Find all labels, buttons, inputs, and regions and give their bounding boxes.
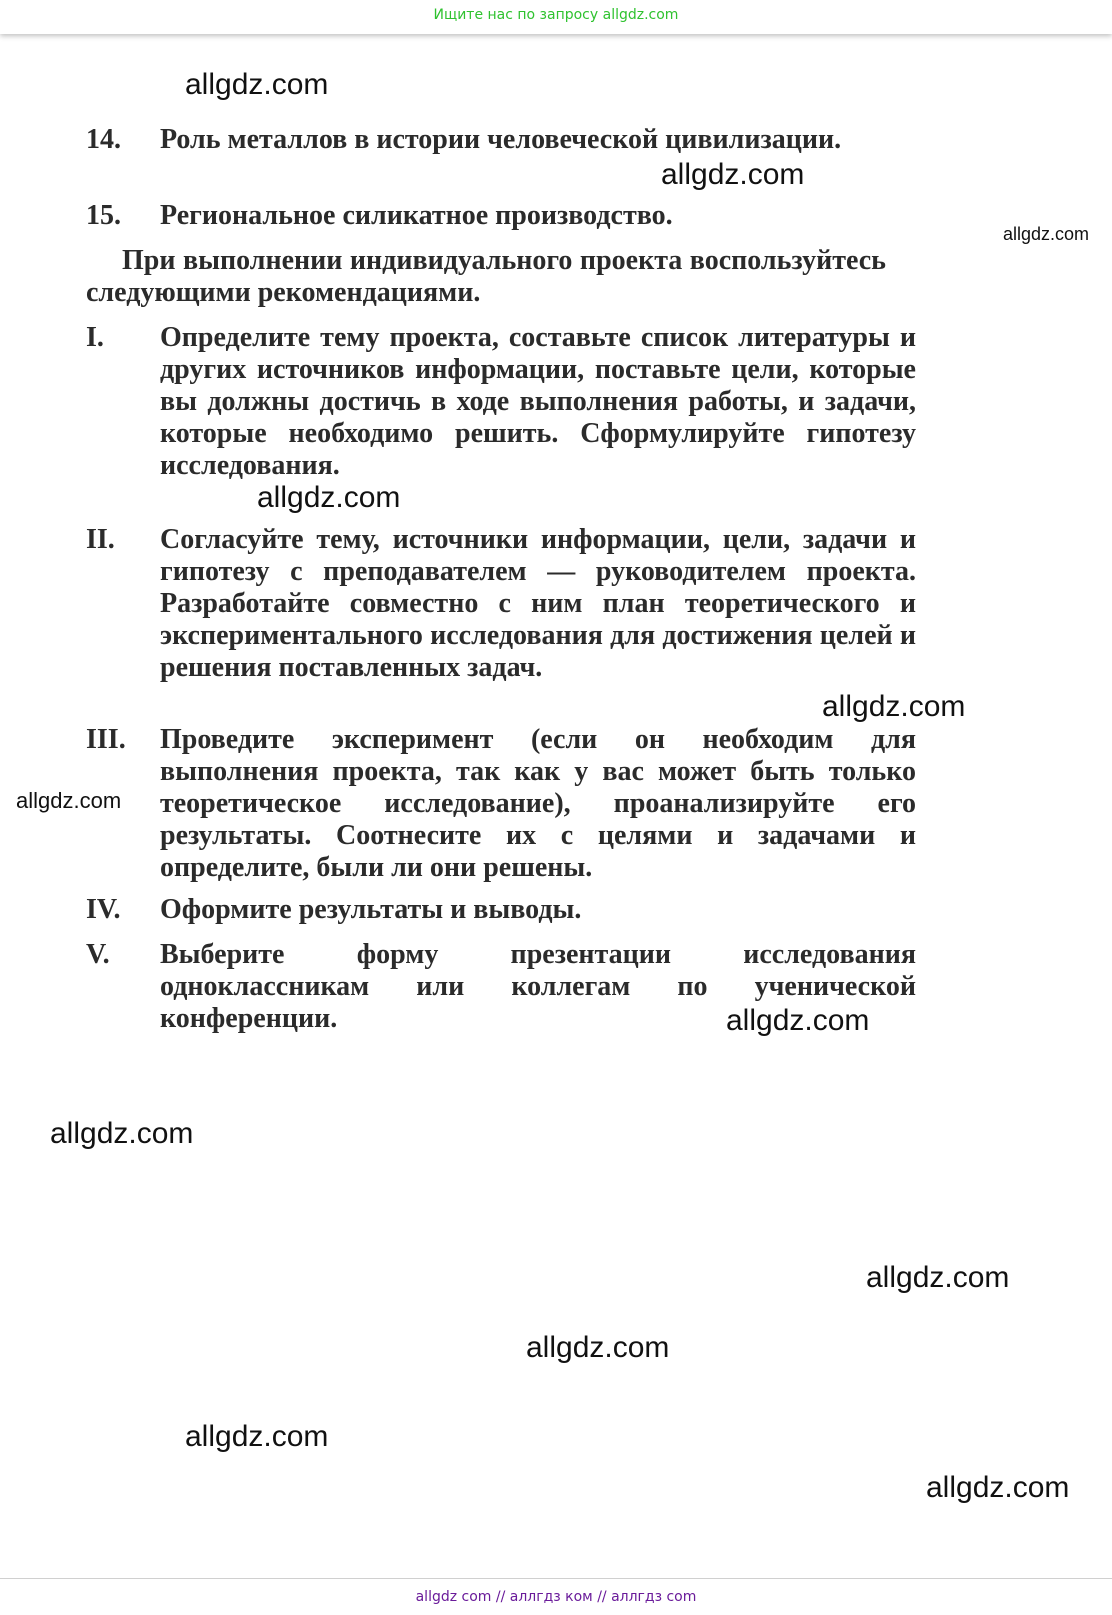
step-text: Выберите форму презентации исследования одноклассникам или коллегам по ученической конференции. (160, 939, 916, 1034)
banner-text: Ищите нас по запросу allgdz.com (433, 7, 679, 23)
watermark: allgdz.com (726, 1004, 870, 1037)
item-text: Региональное силикатное производство. (160, 200, 673, 231)
step-text: Оформите результаты и выводы. (160, 894, 582, 925)
document-page (0, 34, 1112, 1578)
step-text: Определите тему проекта, составьте список литературы и других источников информации, поставьте цели, которые вы должны достичь в ходе выполнения работы, и задачи, которые необходимо решить. Сформулируйте гипотезу исследования. (160, 322, 916, 481)
watermark: allgdz.com (866, 1261, 1010, 1294)
step-text: Согласуйте тему, источники информации, цели, задачи и гипотезу с преподавателем — руководителем проекта. Разработайте совместно с ним план теоретического и экспериментального исследования для достижения целей и решения поставленных задач. (160, 524, 916, 683)
watermark: allgdz.com (926, 1471, 1070, 1504)
watermark: allgdz.com (822, 690, 966, 723)
item-text: Роль металлов в истории человеческой цивилизации. (160, 124, 842, 155)
step-number: V. (86, 939, 110, 970)
top-banner (0, 0, 1112, 34)
step-number: I. (86, 322, 104, 353)
watermark: allgdz.com (526, 1331, 670, 1364)
watermark: allgdz.com (1003, 224, 1090, 244)
watermark: allgdz.com (50, 1117, 194, 1150)
watermark: allgdz.com (185, 68, 329, 101)
step-number: II. (86, 524, 115, 555)
intro-paragraph: При выполнении индивидуального проекта воспользуйтесь следующими рекомендациями. (86, 245, 886, 308)
item-number: 15. (86, 200, 121, 231)
watermark: allgdz.com (16, 788, 122, 813)
step-number: III. (86, 724, 126, 755)
watermark: allgdz.com (661, 158, 805, 191)
step-number: IV. (86, 894, 121, 925)
footer-links[interactable]: allgdz com // аллгдз ком // аллгдз com (415, 1589, 697, 1605)
item-number: 14. (86, 124, 121, 155)
step-text: Проведите эксперимент (если он необходим для выполнения проекта, так как у вас может быть только теоретическое исследование), проанализируйте его результаты. Соотнесите их с целями и задачами и определите, были ли они решены. (160, 724, 916, 883)
watermark: allgdz.com (257, 481, 401, 514)
watermark: allgdz.com (185, 1420, 329, 1453)
footer-bar (0, 1578, 1112, 1615)
